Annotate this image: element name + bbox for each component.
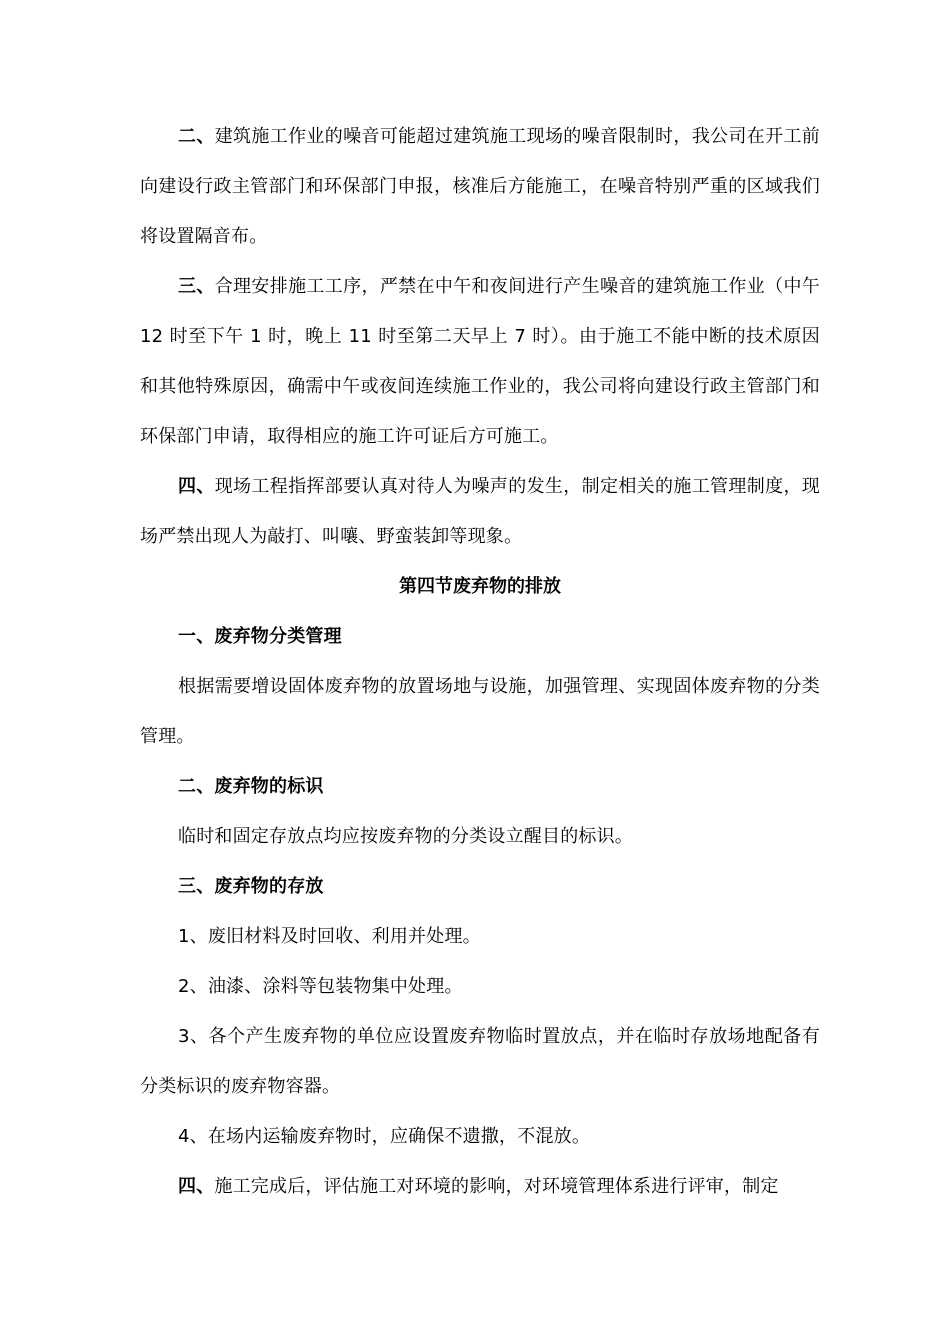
list-item: 3、各个产生废弃物的单位应设置废弃物临时置放点，并在临时存放场地配备有分类标识的废弃物容器。 bbox=[140, 1026, 820, 1097]
subheading-storage: 三、废弃物的存放 bbox=[178, 876, 324, 897]
paragraph-number: 三、 bbox=[178, 276, 215, 297]
paragraph-noise-declaration bbox=[140, 112, 820, 262]
list-item: 4、在场内运输废弃物时，应确保不遗撒，不混放。 bbox=[178, 1126, 591, 1147]
paragraph-text: 现场工程指挥部要认真对待人为噪声的发生，制定相关的施工管理制度，现场严禁出现人为敲打、叫嚷、野蛮装卸等现象。 bbox=[140, 476, 820, 547]
paragraph-text: 合理安排施工工序，严禁在中午和夜间进行产生噪音的建筑施工作业（中午 12 时至下午 1 时，晚上 11 时至第二天早上 7 时）。由于施工不能中断的技术原因和其他特殊原因，确需中午或夜间连续施工作业的，我公司将向建设行政主管部门和环保部门申请，取得相应的施工许可证后方可施工。 bbox=[140, 276, 820, 447]
section-title: 第四节废弃物的排放 bbox=[399, 576, 561, 597]
paragraph-human-noise bbox=[140, 462, 820, 562]
paragraph-labeling: 临时和固定存放点均应按废弃物的分类设立醒目的标识。 bbox=[178, 826, 633, 847]
document-page bbox=[140, 112, 820, 1212]
paragraph-work-schedule bbox=[140, 262, 820, 462]
paragraph-number: 四、 bbox=[178, 476, 215, 497]
paragraph-post-construction bbox=[140, 1162, 820, 1212]
paragraph-text: 施工完成后，评估施工对环境的影响，对环境管理体系进行评审，制定 bbox=[214, 1176, 779, 1197]
paragraph-text: 建筑施工作业的噪音可能超过建筑施工现场的噪音限制时，我公司在开工前向建设行政主管部门和环保部门申报，核准后方能施工，在噪音特别严重的区域我们将设置隔音布。 bbox=[140, 126, 820, 247]
subheading-labeling: 二、废弃物的标识 bbox=[178, 776, 324, 797]
paragraph-classification: 根据需要增设固体废弃物的放置场地与设施，加强管理、实现固体废弃物的分类管理。 bbox=[140, 676, 820, 747]
subheading-classification: 一、废弃物分类管理 bbox=[178, 626, 342, 647]
paragraph-number: 四、 bbox=[178, 1176, 215, 1197]
paragraph-number: 二、 bbox=[178, 126, 215, 147]
list-item: 2、油漆、涂料等包装物集中处理。 bbox=[178, 976, 463, 997]
list-item: 1、废旧材料及时回收、利用并处理。 bbox=[178, 926, 481, 947]
